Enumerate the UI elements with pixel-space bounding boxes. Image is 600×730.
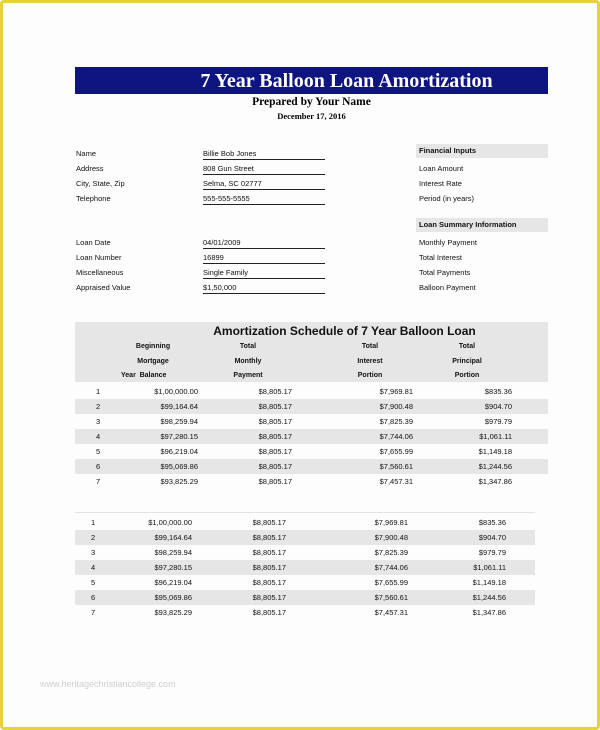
balloon-payment-label: Balloon Payment <box>419 283 476 292</box>
interest-rate-label: Interest Rate <box>419 179 462 188</box>
year-cell: 6 <box>91 593 96 602</box>
balance-cell: $95,069.86 <box>154 593 192 602</box>
balance-cell: $1,00,000.00 <box>148 518 192 527</box>
year-cell: 2 <box>91 533 96 542</box>
telephone-label: Telephone <box>76 194 111 203</box>
loan-date-field[interactable]: 04/01/2009 <box>203 238 325 249</box>
payment-cell: $8,805.17 <box>252 533 286 542</box>
principal-cell: $904.70 <box>478 533 506 542</box>
interest-cell: $7,457.31 <box>374 608 408 617</box>
payment-cell: $8,805.17 <box>258 402 292 411</box>
table-row <box>75 515 535 530</box>
total-interest-label: Total Interest <box>419 253 462 262</box>
interest-cell: $7,560.61 <box>379 462 413 471</box>
year-cell: 4 <box>96 432 101 441</box>
principal-cell: $1,244.56 <box>478 462 512 471</box>
prepared-by: Prepared by Your Name <box>252 96 371 108</box>
table-row <box>75 530 535 545</box>
financial-inputs-heading: Financial Inputs <box>416 144 548 158</box>
year-cell: 7 <box>91 608 96 617</box>
col-header-payment-1: Total <box>239 343 257 350</box>
balance-cell: $97,280.15 <box>160 432 198 441</box>
year-cell: 1 <box>91 518 96 527</box>
year-cell: 3 <box>91 548 96 557</box>
interest-cell: $7,457.31 <box>379 477 413 486</box>
schedule-title: Amortization Schedule of 7 Year Balloon Loan <box>213 324 476 338</box>
monthly-payment-label: Monthly Payment <box>419 238 477 247</box>
balance-cell: $96,219.04 <box>154 578 192 587</box>
principal-cell: $1,244.56 <box>472 593 506 602</box>
year-cell: 7 <box>96 477 101 486</box>
payment-cell: $8,805.17 <box>252 608 286 617</box>
address-label: Address <box>76 164 104 173</box>
table-row <box>75 459 548 474</box>
table-row <box>75 560 535 575</box>
table-row <box>75 590 535 605</box>
payment-cell: $8,805.17 <box>252 518 286 527</box>
col-header-payment-2: Monthly <box>234 358 262 365</box>
document-date: December 17, 2016 <box>277 111 346 121</box>
payment-cell: $8,805.17 <box>258 387 292 396</box>
watermark: www.heritagechristiancollege.com <box>40 679 176 689</box>
payment-cell: $8,805.17 <box>252 563 286 572</box>
table-row <box>75 575 535 590</box>
col-header-interest-2: Interest <box>357 358 383 365</box>
principal-cell: $1,347.86 <box>478 477 512 486</box>
col-header-interest-1: Total <box>361 343 379 350</box>
table-row <box>75 384 548 399</box>
principal-cell: $979.79 <box>478 548 506 557</box>
interest-cell: $7,825.39 <box>379 417 413 426</box>
principal-cell: $1,061.11 <box>479 432 512 441</box>
balance-cell: $96,219.04 <box>160 447 198 456</box>
payment-cell: $8,805.17 <box>252 578 286 587</box>
col-header-balance-1: Beginning <box>135 343 171 350</box>
year-cell: 4 <box>91 563 96 572</box>
payment-cell: $8,805.17 <box>252 593 286 602</box>
principal-cell: $1,149.18 <box>478 447 512 456</box>
interest-cell: $7,744.06 <box>374 563 408 572</box>
appraised-value-label: Appraised Value <box>76 283 131 292</box>
year-cell: 3 <box>96 417 101 426</box>
balance-cell: $99,164.64 <box>154 533 192 542</box>
miscellaneous-label: Miscellaneous <box>76 268 124 277</box>
loan-number-label: Loan Number <box>76 253 122 262</box>
payment-cell: $8,805.17 <box>258 462 292 471</box>
payment-cell: $8,805.17 <box>258 447 292 456</box>
principal-cell: $904.70 <box>484 402 512 411</box>
year-cell: 5 <box>91 578 96 587</box>
col-header-balance-2: Mortgage <box>137 358 169 365</box>
table-row <box>75 399 548 414</box>
payment-cell: $8,805.17 <box>258 432 292 441</box>
interest-cell: $7,969.81 <box>379 387 413 396</box>
interest-cell: $7,900.48 <box>379 402 413 411</box>
name-label: Name <box>76 149 97 158</box>
interest-cell: $7,560.61 <box>374 593 408 602</box>
payment-cell: $8,805.17 <box>258 417 292 426</box>
balance-cell: $95,069.86 <box>160 462 198 471</box>
balance-cell: $99,164.64 <box>160 402 198 411</box>
interest-cell: $7,655.99 <box>379 447 413 456</box>
appraised-value-field[interactable]: $1,50,000 <box>203 283 325 294</box>
col-header-payment-3: Payment <box>233 372 263 379</box>
miscellaneous-field[interactable]: Single Family <box>203 268 325 279</box>
address-field[interactable]: 808 Gun Street <box>203 164 325 175</box>
balance-cell: $98,259.94 <box>154 548 192 557</box>
loan-number-field[interactable]: 16899 <box>203 253 325 264</box>
interest-cell: $7,825.39 <box>374 548 408 557</box>
interest-cell: $7,900.48 <box>374 533 408 542</box>
city-state-zip-label: City, State, Zip <box>76 179 125 188</box>
principal-cell: $1,347.86 <box>472 608 506 617</box>
loan-summary-heading: Loan Summary Information <box>416 218 548 232</box>
telephone-field[interactable]: 555-555-5555 <box>203 194 325 205</box>
table-row <box>75 474 548 489</box>
interest-cell: $7,655.99 <box>374 578 408 587</box>
col-header-year: Year <box>121 372 136 379</box>
balance-cell: $93,825.29 <box>160 477 198 486</box>
table-row <box>75 605 535 620</box>
year-cell: 2 <box>96 402 101 411</box>
principal-cell: $1,149.18 <box>472 578 506 587</box>
balance-cell: $97,280.15 <box>154 563 192 572</box>
loan-amount-label: Loan Amount <box>419 164 464 173</box>
principal-cell: $835.36 <box>484 387 512 396</box>
table-row <box>75 545 535 560</box>
document-title: 7 Year Balloon Loan Amortization <box>200 70 493 92</box>
col-header-balance-3: Balance <box>139 372 167 379</box>
payment-cell: $8,805.17 <box>252 548 286 557</box>
table-row <box>75 414 548 429</box>
payment-cell: $8,805.17 <box>258 477 292 486</box>
principal-cell: $835.36 <box>478 518 506 527</box>
name-field[interactable]: Billie Bob Jones <box>203 149 325 160</box>
schedule-header <box>75 322 548 382</box>
col-header-principal-3: Portion <box>454 372 480 379</box>
year-cell: 6 <box>96 462 101 471</box>
principal-cell: $1,061.11 <box>473 563 506 572</box>
year-cell: 1 <box>96 387 101 396</box>
balance-cell: $98,259.94 <box>160 417 198 426</box>
col-header-interest-3: Portion <box>357 372 383 379</box>
loan-date-label: Loan Date <box>76 238 111 247</box>
principal-cell: $979.79 <box>484 417 512 426</box>
city-state-zip-field[interactable]: Selma, SC 02777 <box>203 179 325 190</box>
interest-cell: $7,969.81 <box>374 518 408 527</box>
total-payments-label: Total Payments <box>419 268 471 277</box>
title-banner <box>75 67 548 94</box>
balance-cell: $93,825.29 <box>154 608 192 617</box>
col-header-principal-1: Total <box>458 343 476 350</box>
table-row <box>75 429 548 444</box>
col-header-principal-2: Principal <box>452 358 482 365</box>
year-cell: 5 <box>96 447 101 456</box>
table-row <box>75 444 548 459</box>
interest-cell: $7,744.06 <box>379 432 413 441</box>
divider <box>75 512 535 513</box>
balance-cell: $1,00,000.00 <box>154 387 198 396</box>
period-label: Period (in years) <box>419 194 475 203</box>
